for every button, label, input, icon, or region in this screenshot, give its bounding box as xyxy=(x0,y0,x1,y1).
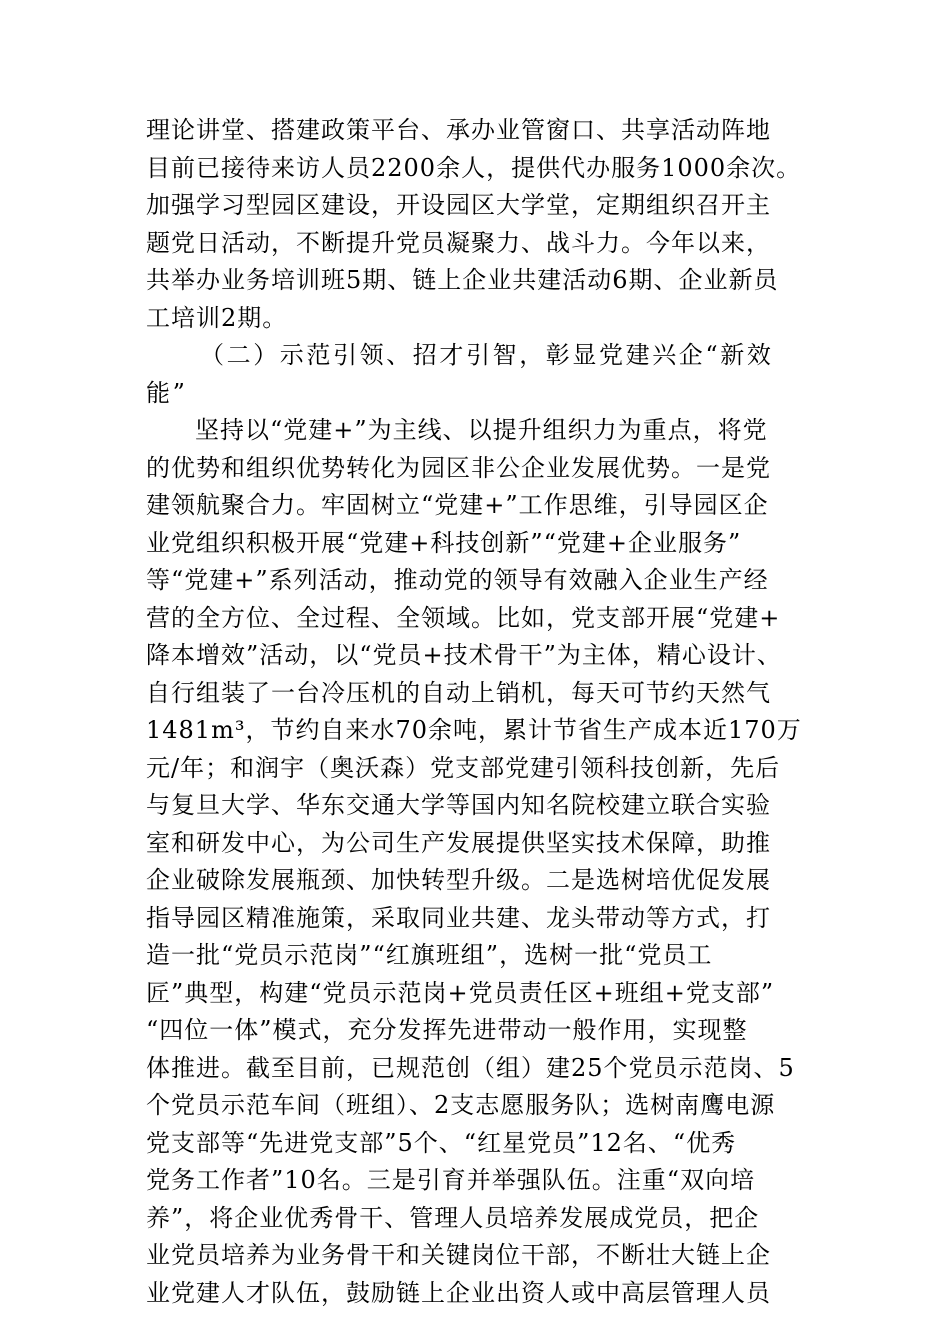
text-line: 企业破除发展瓶颈、加快转型升级。二是选树培优促发展 xyxy=(146,866,771,894)
text-line: 加强学习型园区建设，开设园区大学堂，定期组织召开主 xyxy=(146,191,771,219)
text-line: 指导园区精准施策，采取同业共建、龙头带动等方式，打 xyxy=(146,903,771,932)
text-line: 业党建人才队伍，鼓励链上企业出资人或中高层管理人员 xyxy=(146,1278,771,1307)
text-line: 目前已接待来访人员2200余人，提供代办服务1000余次。 xyxy=(146,153,802,182)
text-line: 养”，将企业优秀骨干、管理人员培养发展成党员，把企 xyxy=(146,1203,760,1232)
text-line: 业党员培养为业务骨干和关键岗位干部，不断壮大链上企 xyxy=(146,1241,771,1269)
body-paragraph xyxy=(146,112,806,337)
text-line: 党支部等“先进党支部”5个、“红星党员”12名、“优秀 xyxy=(146,1128,737,1157)
document-page xyxy=(146,112,806,1312)
text-line: 造一批“党员示范岗”“红旗班组”，选树一批“党员工 xyxy=(146,941,713,969)
body-paragraph xyxy=(146,412,806,1312)
text-line: 的优势和组织优势转化为园区非公企业发展优势。一是党 xyxy=(146,453,771,482)
text-line: 体推进。截至目前，已规范创（组）建25个党员示范岗、5 xyxy=(146,1053,795,1082)
text-line: 与复旦大学、华东交通大学等国内知名院校建立联合实验 xyxy=(146,791,771,819)
text-line: 等“党建+”系列活动，推动党的领导有效融入企业生产经 xyxy=(146,566,769,594)
text-line: 营的全方位、全过程、全领域。比如，党支部开展“党建+ xyxy=(146,603,781,632)
text-line: 降本增效”活动，以“党员+技术骨干”为主体，精心设计、 xyxy=(146,641,782,669)
text-line: 业党组织积极开展“党建+科技创新”“党建+企业服务” xyxy=(146,528,742,557)
text-line: 题党日活动，不断提升党员凝聚力、战斗力。今年以来， xyxy=(146,228,771,257)
text-line: 坚持以“党建+”为主线、以提升组织力为重点，将党 xyxy=(195,416,768,444)
text-line: （二）示范引领、招才引智，彰显党建兴企“新效 xyxy=(200,341,774,369)
text-line: 个党员示范车间（班组）、2支志愿服务队；选树南鹰电源 xyxy=(146,1091,776,1119)
text-line: 党务工作者”10名。三是引育并举强队伍。注重“双向培 xyxy=(146,1166,756,1194)
text-line: 室和研发中心，为公司生产发展提供坚实技术保障，助推 xyxy=(146,828,771,857)
text-line: 理论讲堂、搭建政策平台、承办业管窗口、共享活动阵地 xyxy=(146,116,771,144)
text-line: 自行组装了一台冷压机的自动上销机，每天可节约天然气 xyxy=(146,678,771,707)
text-line: 建领航聚合力。牢固树立“党建+”工作思维，引导园区企 xyxy=(146,491,769,519)
text-line: 能” xyxy=(146,378,188,407)
text-line: 工培训2期。 xyxy=(146,303,288,332)
text-line: 元/年；和润宇（奥沃森）党支部党建引领科技创新，先后 xyxy=(146,753,781,782)
text-line: “四位一体”模式，充分发挥先进带动一般作用，实现整 xyxy=(146,1016,748,1044)
section-heading xyxy=(146,337,806,412)
text-line: 1481m³，节约自来水70余吨，累计节省生产成本近170万 xyxy=(146,716,802,744)
text-line: 匠”典型，构建“党员示范岗+党员责任区+班组+党支部” xyxy=(146,978,775,1007)
text-line: 共举办业务培训班5期、链上企业共建活动6期、企业新员 xyxy=(146,266,779,294)
